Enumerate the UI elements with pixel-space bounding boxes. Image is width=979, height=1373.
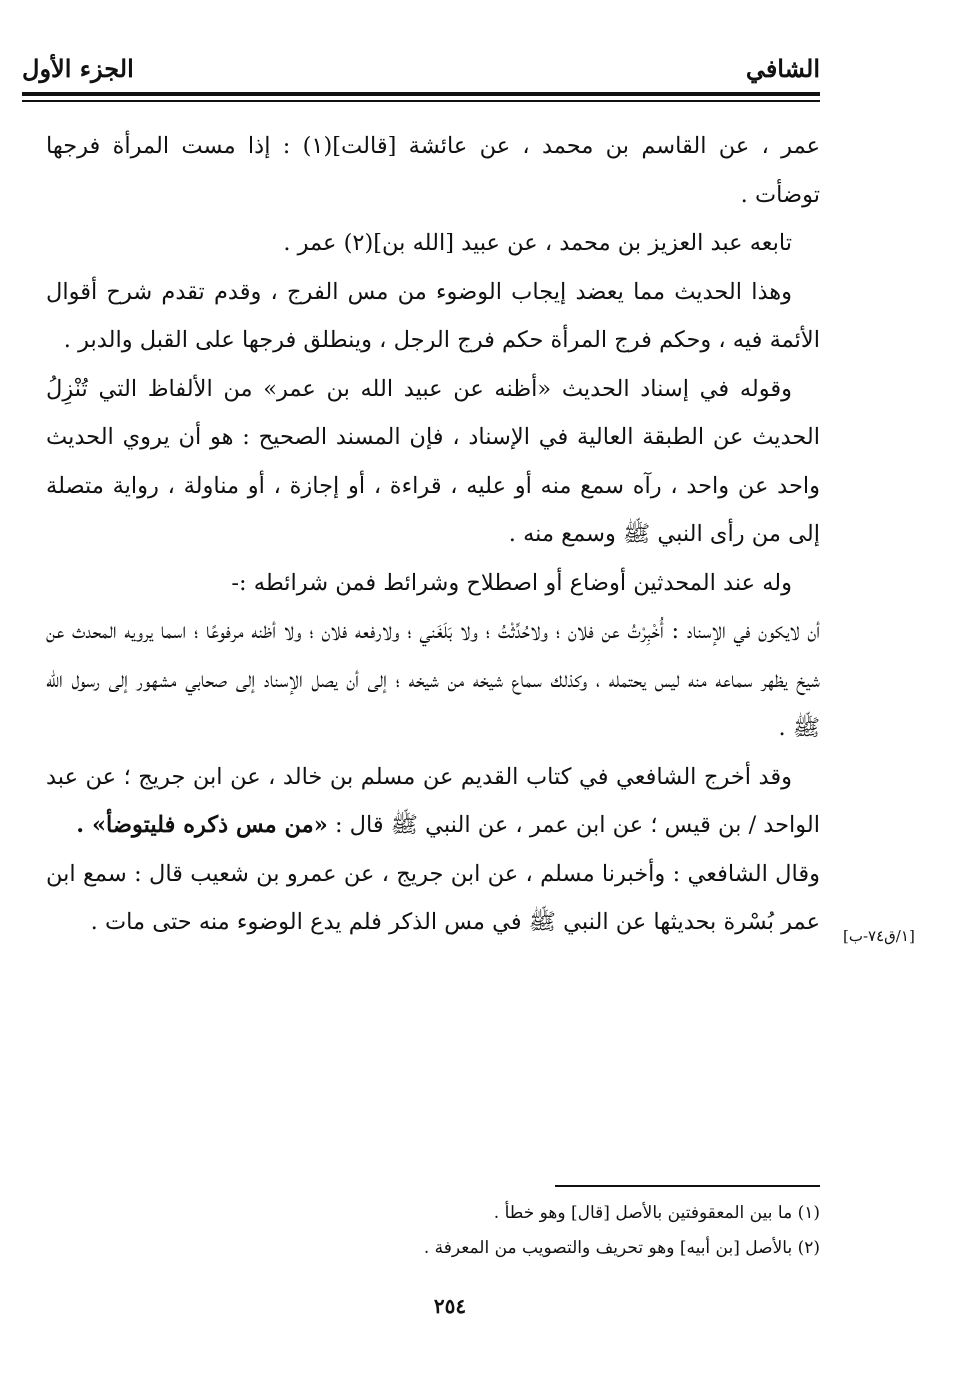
manuscript-folio-note: [١/ق٧٤-ب]	[843, 927, 915, 945]
footnote: (١) ما بين المعقوفتين بالأصل [قال] وهو خطأ .	[493, 1203, 820, 1223]
paragraph: تابعه عبد العزيز بن محمد ، عن عبيد [الله بن](٢) عمر .	[283, 230, 792, 256]
paragraph: أن لايكون في الإسناد : أُخْبِرْتُ عن فلان ؛ ولاحُدِّثْتُ ؛ ولا بَلَغَني ؛ ولارفعه فلان ؛ ولا أظنه مرفوعًا ؛ اسما يرويه المحدث عن شيخ يظهر سماعه منه ليس يحتمله ، وكذلك سماع شيخه من شيخه ؛ إلى أن يصل الإسناد إلى صحابي مشهور إلى رسول الله ﷺ .	[46, 618, 820, 741]
paragraph	[46, 753, 820, 850]
page-header	[22, 50, 820, 90]
paragraph: وهذا الحديث مما يعضد إيجاب الوضوء من مس الفرج ، وقدم تقدم شرح أقوال الأئمة فيه ، وحكم فرج المرأة حكم فرج الرجل ، وينطلق فرجها على القبل والدبر .	[46, 278, 820, 353]
footnotes	[300, 1196, 820, 1266]
header-rule-thick	[22, 92, 820, 96]
quoted-hadith: «من مس ذكره فليتوضأ» .	[76, 812, 328, 838]
part-label: الجزء الأول	[22, 54, 134, 83]
paragraph: وقوله في إسناد الحديث «أظنه عن عبيد الله بن عمر» من الألفاظ التي تُنْزِلُ الحديث عن الطبقة العالية في الإسناد ، فإن المسند الصحيح : هو أن يروي الحديث واحد عن واحد ، رآه سمع منه أو عليه ، قراءة ، أو إجازة ، أو مناولة ، رواية متصلة إلى من رأى النبي ﷺ وسمع منه .	[46, 375, 820, 547]
paragraph: وقال الشافعي : وأخبرنا مسلم ، عن ابن جريج ، عن عمرو بن شعيب قال : سمع ابن عمر بُسْرة بحديثها عن النبي ﷺ في مس الذكر فلم يدع الوضوء منه حتى مات .	[46, 860, 820, 935]
page-number: ٢٥٤	[433, 1294, 467, 1318]
paragraph: وله عند المحدثين أوضاع أو اصطلاح وشرائط فمن شرائطه :-	[231, 569, 792, 596]
header-rule-thin	[22, 100, 820, 102]
book-title: الشافي	[745, 54, 820, 83]
footnote-separator	[555, 1185, 820, 1187]
main-text	[46, 122, 820, 947]
paragraph-text: وقد أخرج الشافعي في كتاب القديم عن مسلم بن خالد ، عن ابن جريج ؛ عن عبد الواحد / بن قيس ؛ عن ابن عمر ، عن النبي ﷺ قال :	[46, 763, 820, 838]
footnote: (٢) بالأصل [بن أبيه] وهو تحريف والتصويب من المعرفة .	[423, 1238, 820, 1258]
paragraph: عمر ، عن القاسم بن محمد ، عن عائشة [قالت](١) : إذا مست المرأة فرجها توضأت .	[46, 133, 820, 208]
